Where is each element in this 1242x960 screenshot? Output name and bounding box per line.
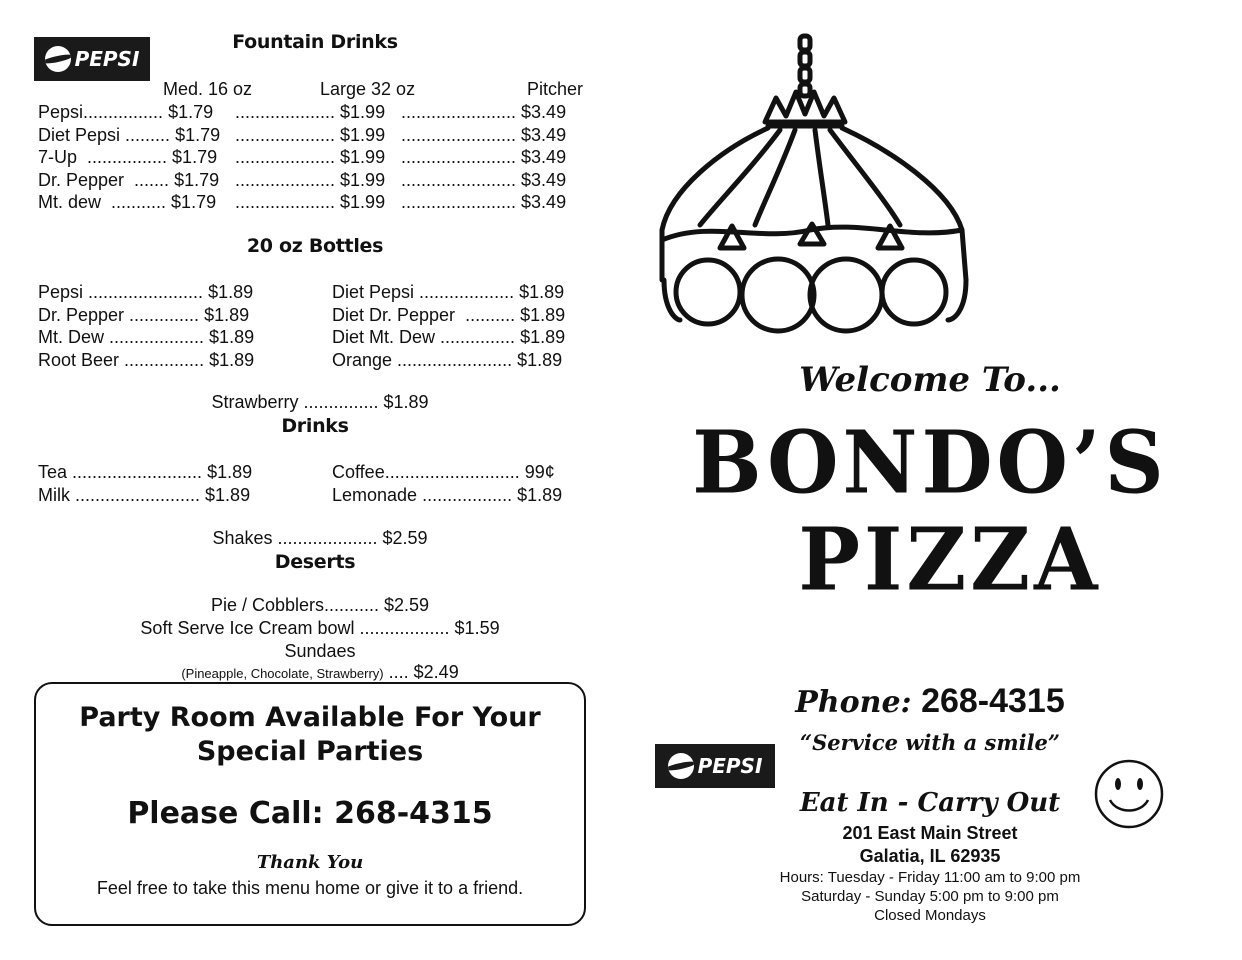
item-name: Root Beer: [38, 349, 120, 370]
dot-leader: .......................: [396, 192, 522, 213]
tiffany-lamp-illustration: [650, 30, 990, 340]
item-price: $1.79: [171, 192, 217, 213]
party-room-box: [34, 682, 586, 926]
dot-leader: .......: [124, 169, 175, 190]
dot-leader: .......................: [396, 169, 522, 190]
item-price: $3.49: [521, 192, 567, 213]
desert-item: Soft Serve Ice Cream bowl .................. $1.59: [140, 618, 500, 638]
drink-item: [38, 484, 250, 506]
fountain-row-med: [38, 191, 216, 213]
desert-item: Sundaes (Pineapple, Chocolate, Strawberry) .... $2.49: [181, 641, 459, 682]
item-name: Tea: [38, 462, 68, 482]
item-price: $1.89: [208, 282, 254, 302]
dot-leader: ..........................: [67, 462, 208, 482]
service-type: Eat In - Carry Out: [799, 788, 1061, 818]
item-name: Shakes: [212, 528, 273, 548]
address-line-1: 201 East Main Street: [842, 823, 1018, 843]
restaurant-name-line-1: BONDO’S: [692, 412, 1168, 514]
bottle-item: [38, 326, 254, 348]
dot-leader: .......................: [396, 124, 522, 145]
address-line-2: Galatia, IL 62935: [859, 846, 1001, 866]
item-name: Pepsi: [38, 282, 84, 302]
bottles-center-item: Strawberry ............... $1.89: [211, 392, 429, 412]
fountain-row-large: [230, 101, 385, 123]
item-name: Orange: [332, 349, 393, 370]
dot-leader: ...........................: [384, 462, 525, 482]
dot-leader: .......................: [396, 102, 522, 122]
restaurant-name-line-2: PIZZA: [798, 509, 1102, 611]
item-name: Sundaes: [284, 641, 356, 661]
item-price: $1.89: [383, 392, 429, 412]
phone-label: Phone:: [795, 685, 912, 720]
dot-leader: ................: [83, 102, 169, 122]
item-price: $1.89: [517, 484, 563, 505]
item-name: Lemonade: [332, 484, 418, 505]
pepsi-logo: [655, 744, 775, 788]
dot-leader: .......................: [396, 147, 522, 168]
dot-leader: ....................: [230, 102, 341, 122]
fountain-row-pitcher: [396, 124, 566, 146]
hours-line-2: Saturday - Sunday 5:00 pm to 9:00 pm: [801, 888, 1059, 905]
item-price: $1.59: [454, 618, 500, 638]
dot-leader: .......................: [83, 282, 209, 302]
party-line-2: Special Parties: [196, 736, 424, 767]
slogan: “Service with a smile”: [800, 730, 1060, 755]
pepsi-logo-text: PEPSI: [697, 754, 763, 778]
item-price: $1.99: [340, 124, 386, 145]
dot-leader: ..............: [124, 304, 205, 325]
item-name: Mt. Dew: [38, 327, 105, 348]
item-price: $1.89: [209, 349, 255, 370]
deserts-title: Deserts: [274, 551, 356, 573]
dot-leader: ....................: [230, 192, 341, 213]
fountain-title: Fountain Drinks: [232, 31, 398, 53]
item-price: $1.99: [340, 102, 386, 122]
dot-leader: ...................: [104, 327, 210, 348]
item-name: Milk: [38, 484, 70, 505]
bottle-item: [38, 349, 254, 371]
item-name: Strawberry: [211, 392, 299, 412]
item-price: $3.49: [521, 169, 567, 190]
item-name: Diet Pepsi: [332, 282, 415, 302]
bottle-item: [332, 349, 562, 371]
fountain-row-large: [230, 146, 385, 168]
header-med: Med. 16 oz: [163, 79, 253, 99]
fountain-row-large: [230, 124, 385, 146]
bottle-item: [332, 304, 565, 326]
item-name: Mt. dew: [38, 192, 102, 213]
bottle-item: [38, 304, 249, 326]
dot-leader: ...............: [435, 327, 521, 348]
item-note: (Pineapple, Chocolate, Strawberry): [181, 666, 384, 681]
dot-leader: ....................: [230, 169, 341, 190]
item-price: $1.99: [340, 147, 386, 168]
drinks-title: Drinks: [281, 415, 349, 437]
item-price: 99¢: [524, 462, 555, 482]
welcome-text: Welcome To...: [799, 360, 1061, 400]
pepsi-logo-text: PEPSI: [74, 47, 140, 71]
dot-leader: ....................: [230, 147, 341, 168]
item-price: $1.99: [340, 169, 386, 190]
item-price: $1.89: [204, 304, 250, 325]
fountain-row-med: [38, 124, 220, 146]
fountain-row-pitcher: [396, 146, 566, 168]
item-price: $1.89: [520, 327, 566, 348]
bottle-item: [332, 326, 565, 348]
hours-line-3: Closed Mondays: [874, 907, 986, 924]
item-name: Soft Serve Ice Cream bowl: [140, 618, 355, 638]
phone-number: 268-4315: [921, 682, 1065, 720]
item-price: $2.59: [384, 595, 430, 615]
fountain-row-large: [230, 191, 385, 213]
drink-item: [332, 461, 555, 483]
hours-line-1: Hours: Tuesday - Friday 11:00 am to 9:00 pm: [779, 869, 1081, 886]
party-note: Feel free to take this menu home or give it to a friend.: [96, 878, 524, 898]
item-price: $1.79: [172, 147, 218, 168]
fountain-row-med: [38, 146, 217, 168]
item-name: Pepsi: [38, 102, 84, 122]
dot-leader: ..........: [455, 304, 521, 325]
desert-item: Pie / Cobblers........... $2.59: [210, 595, 430, 615]
item-price: $1.79: [168, 102, 214, 122]
item-price: $1.89: [205, 484, 251, 505]
dot-leader: ...................: [414, 282, 520, 302]
item-price: $1.79: [175, 124, 221, 145]
item-price: $1.89: [517, 349, 563, 370]
drink-item: [332, 484, 562, 506]
party-line-1: Party Room Available For Your: [79, 702, 541, 733]
item-price: $3.49: [521, 102, 567, 122]
fountain-row-pitcher: [396, 169, 566, 191]
dot-leader: .......................: [392, 349, 518, 370]
fountain-row-pitcher: [396, 101, 566, 123]
item-name: Dr. Pepper: [38, 169, 125, 190]
bottles-title: 20 oz Bottles: [246, 235, 384, 257]
header-large: Large 32 oz: [320, 79, 416, 99]
item-name: Pie / Cobblers: [210, 595, 324, 615]
item-price: $3.49: [521, 147, 567, 168]
phone-line: [620, 682, 1240, 721]
item-name: Diet Pepsi: [38, 124, 121, 145]
dot-leader: ................: [77, 147, 173, 168]
drinks-center-item: Shakes .................... $2.59: [212, 528, 428, 548]
item-price: $1.89: [209, 327, 255, 348]
item-price: $3.49: [521, 124, 567, 145]
fountain-row-med: [38, 169, 219, 191]
bottle-item: [332, 281, 564, 303]
item-name: Dr. Pepper: [38, 304, 125, 325]
pepsi-globe-icon: [668, 753, 694, 779]
party-call: Please Call: 268-4315: [127, 796, 493, 831]
item-name: Diet Mt. Dew: [332, 327, 436, 348]
item-price: $1.89: [519, 282, 565, 302]
dot-leader: ..................: [417, 484, 518, 505]
party-thanks: Thank You: [256, 852, 364, 873]
dot-leader: ................: [119, 349, 210, 370]
item-name: 7-Up: [38, 147, 78, 168]
bottle-item: [38, 281, 253, 303]
item-name: Coffee: [332, 462, 385, 482]
drink-item: [38, 461, 252, 483]
fountain-row-med: [38, 101, 213, 123]
item-price: $1.79: [174, 169, 220, 190]
item-price: $1.99: [340, 192, 386, 213]
dot-leader: ....................: [230, 124, 341, 145]
fountain-row-pitcher: [396, 191, 566, 213]
item-price: $2.59: [382, 528, 428, 548]
header-pitcher: Pitcher: [527, 79, 584, 99]
item-price: $1.89: [207, 462, 253, 482]
dot-leader: ...........: [101, 192, 172, 213]
dot-leader: .........: [120, 124, 176, 145]
fountain-row-large: [230, 169, 385, 191]
item-price: $2.49: [413, 662, 459, 682]
item-name: Diet Dr. Pepper: [332, 304, 456, 325]
item-price: $1.89: [520, 304, 566, 325]
dot-leader: .........................: [70, 484, 206, 505]
